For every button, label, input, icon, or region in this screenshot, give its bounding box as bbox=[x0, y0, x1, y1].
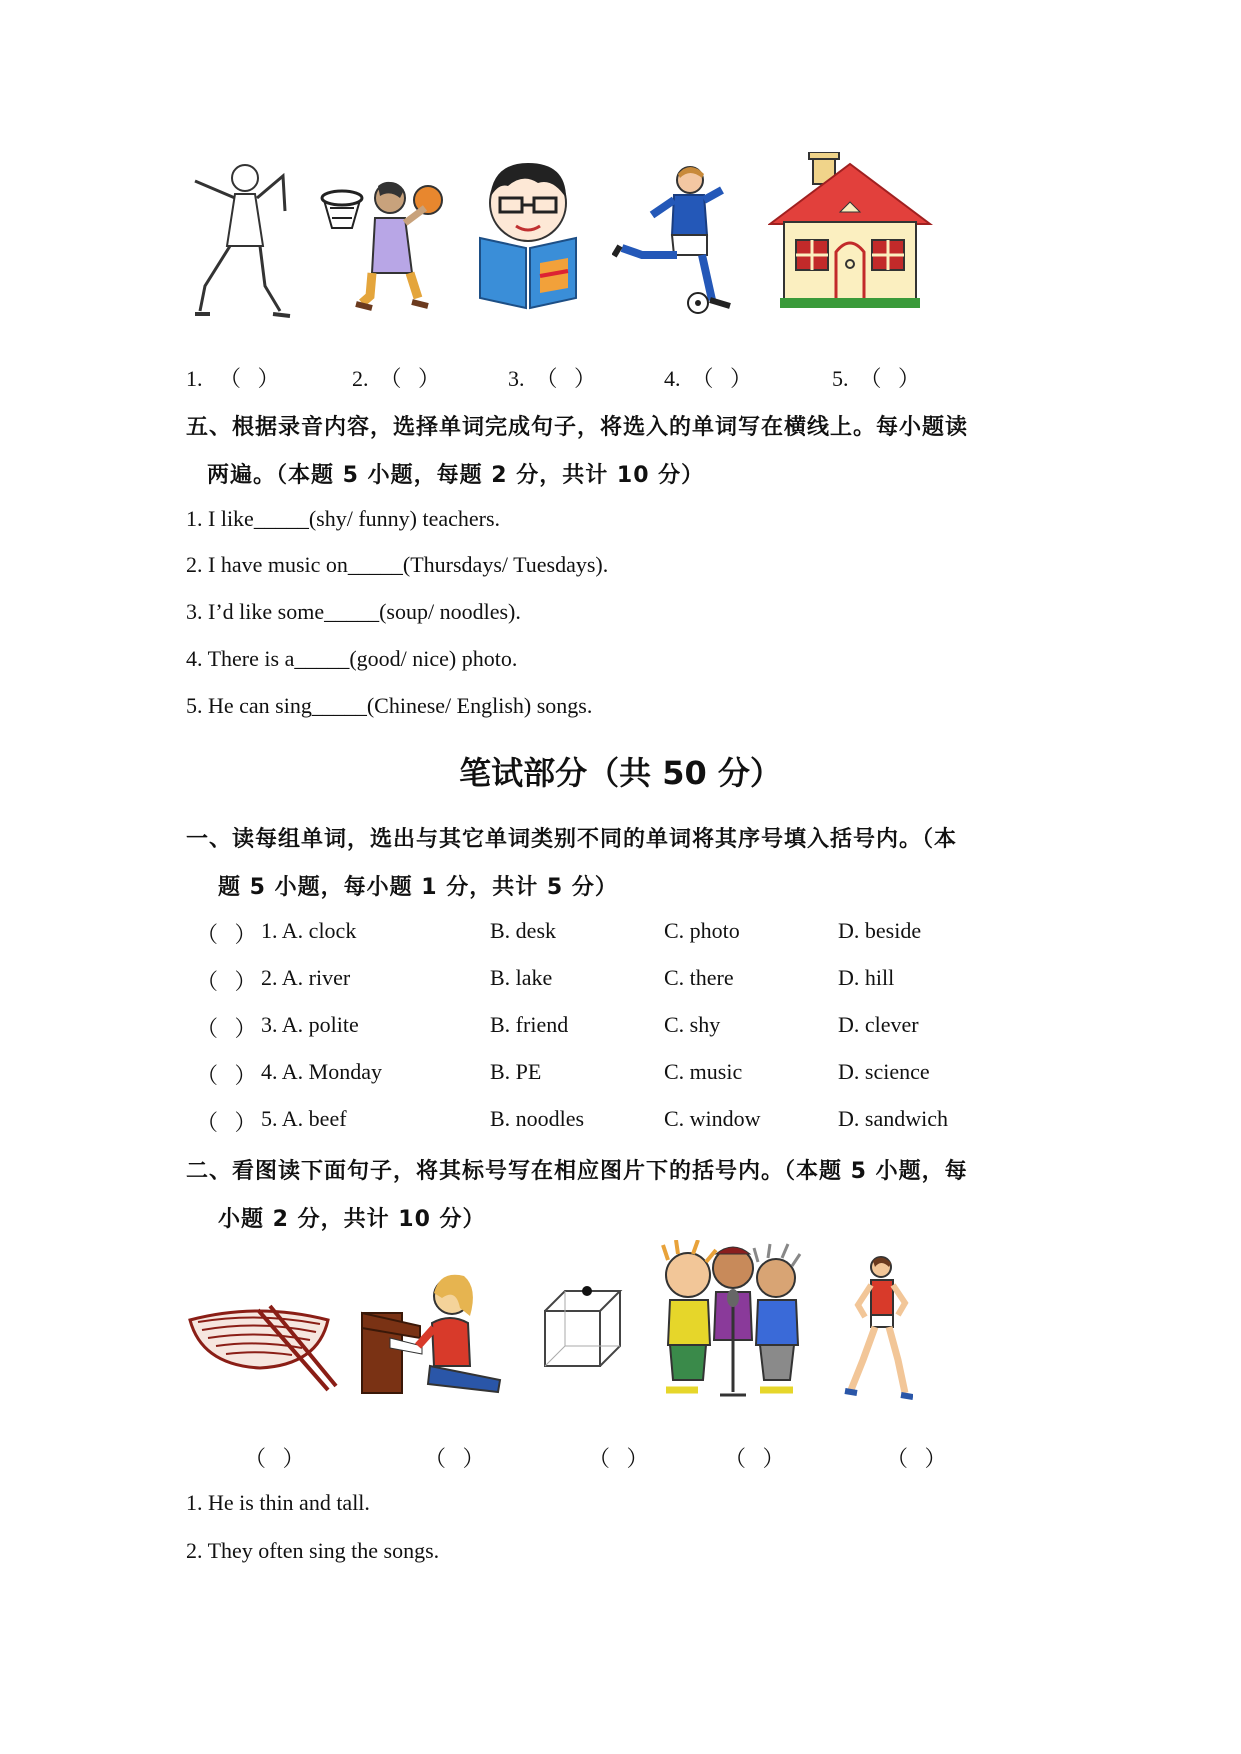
option-a: 1. A. clock bbox=[261, 918, 357, 943]
option-d: D. sandwich bbox=[838, 1106, 948, 1131]
tai-chi-picture bbox=[185, 156, 300, 321]
answer-bracket[interactable]: （ ） bbox=[196, 1063, 257, 1088]
piano-girl-picture bbox=[360, 1268, 505, 1398]
section5-heading: 五、根据录音内容，选择单词完成句子，将选入的单词写在横线上。每小题读 bbox=[186, 415, 969, 440]
part2-sentence-2: 2. They often sing the songs. bbox=[186, 1538, 440, 1563]
part2-heading: 二、看图读下面句子，将其标号写在相应图片下的括号内。（本题 5 小题，每 bbox=[186, 1159, 968, 1184]
option-b: B. desk bbox=[490, 918, 556, 943]
answer-bracket[interactable]: （ ） bbox=[196, 1016, 257, 1041]
option-a: 4. A. Monday bbox=[261, 1059, 382, 1084]
option-a: 5. A. beef bbox=[261, 1106, 347, 1131]
answer-bracket[interactable]: （ ） bbox=[196, 1110, 257, 1135]
picture-answer-4[interactable]: （ ） bbox=[724, 1446, 785, 1471]
listening-answer-5[interactable]: 5. （ ） bbox=[832, 366, 921, 391]
listening-answer-3[interactable]: 3. （ ） bbox=[508, 366, 597, 391]
picture-answer-1[interactable]: （ ） bbox=[244, 1446, 305, 1471]
cube-dot-picture bbox=[540, 1286, 625, 1371]
option-a: 3. A. polite bbox=[261, 1012, 359, 1037]
basketball-picture bbox=[320, 178, 450, 313]
section5-item-1: 1. I like_____(shy/ funny) teachers. bbox=[186, 506, 501, 531]
option-d: D. beside bbox=[838, 918, 922, 943]
option-d: D. hill bbox=[838, 965, 895, 990]
option-c: C. music bbox=[664, 1059, 743, 1084]
part2-sentence-1: 1. He is thin and tall. bbox=[186, 1490, 370, 1515]
option-a: 2. A. river bbox=[261, 965, 351, 990]
runner-picture bbox=[843, 1255, 913, 1405]
singers-picture bbox=[658, 1240, 803, 1400]
picture-answer-3[interactable]: （ ） bbox=[588, 1446, 649, 1471]
answer-bracket[interactable]: （ ） bbox=[196, 922, 257, 947]
listening-answer-2[interactable]: 2. （ ） bbox=[352, 366, 441, 391]
option-c: C. window bbox=[664, 1106, 761, 1131]
listening-answer-4[interactable]: 4. （ ） bbox=[664, 366, 753, 391]
picture-answer-2[interactable]: （ ） bbox=[424, 1446, 485, 1471]
option-d: D. clever bbox=[838, 1012, 919, 1037]
answer-bracket[interactable]: （ ） bbox=[196, 969, 257, 994]
option-b: B. PE bbox=[490, 1059, 542, 1084]
house-picture bbox=[768, 152, 933, 312]
section5-item-2: 2. I have music on_____(Thursdays/ Tuesdays). bbox=[186, 552, 609, 577]
option-b: B. noodles bbox=[490, 1106, 585, 1131]
section5-item-4: 4. There is a_____(good/ nice) photo. bbox=[186, 646, 518, 671]
noodles-bowl-picture bbox=[188, 1290, 338, 1395]
written-section-title: 笔试部分（共 50 分） bbox=[459, 754, 782, 792]
option-b: B. lake bbox=[490, 965, 553, 990]
option-c: C. there bbox=[664, 965, 734, 990]
option-c: C. shy bbox=[664, 1012, 721, 1037]
picture-answer-5[interactable]: （ ） bbox=[886, 1446, 947, 1471]
listening-answer-1[interactable]: 1. （ ） bbox=[186, 366, 280, 391]
section5-heading-cont: 两遍。（本题 5 小题，每题 2 分，共计 10 分） bbox=[207, 463, 705, 488]
part1-heading-cont: 题 5 小题，每小题 1 分，共计 5 分） bbox=[218, 875, 618, 900]
part2-heading-cont: 小题 2 分，共计 10 分） bbox=[218, 1207, 486, 1232]
football-player-picture bbox=[612, 160, 742, 315]
reading-boy-picture bbox=[478, 158, 578, 313]
section5-item-3: 3. I’d like some_____(soup/ noodles). bbox=[186, 599, 521, 624]
section5-item-5: 5. He can sing_____(Chinese/ English) songs. bbox=[186, 693, 593, 718]
part1-heading: 一、读每组单词，选出与其它单词类别不同的单词将其序号填入括号内。（本 bbox=[186, 827, 958, 852]
option-b: B. friend bbox=[490, 1012, 569, 1037]
option-d: D. science bbox=[838, 1059, 930, 1084]
option-c: C. photo bbox=[664, 918, 740, 943]
